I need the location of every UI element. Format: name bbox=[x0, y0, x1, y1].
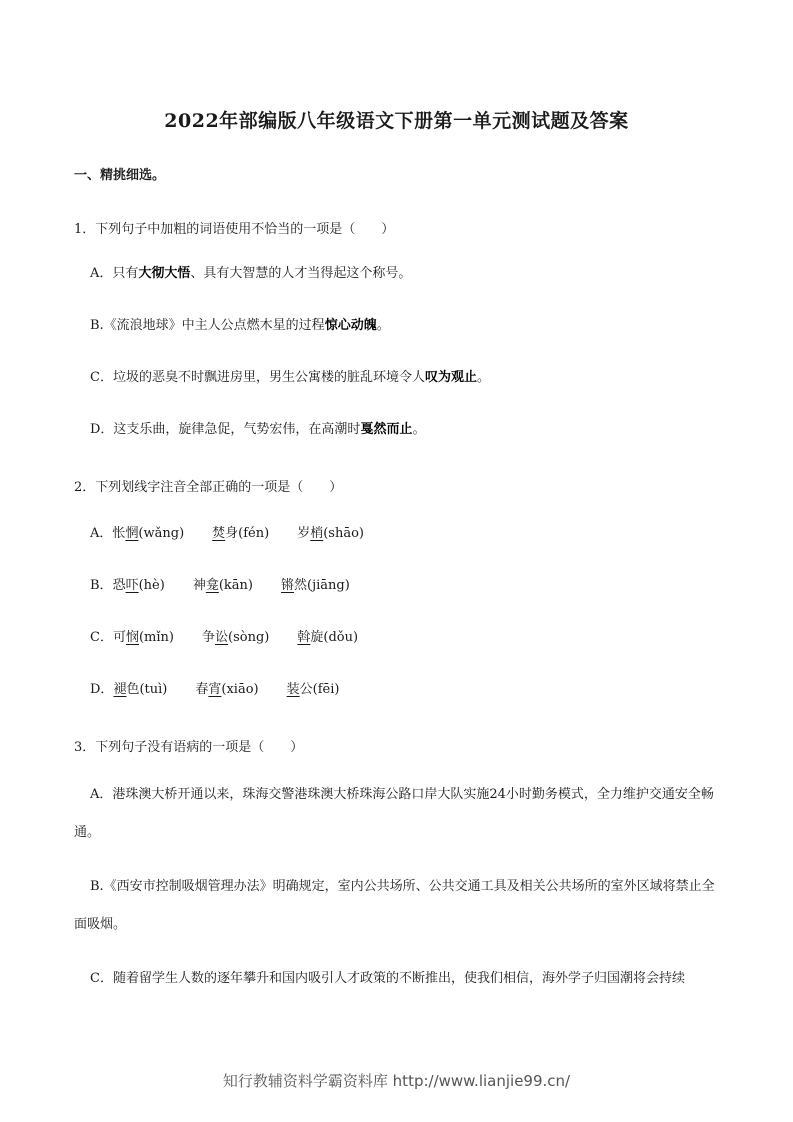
question-2-option-b: B．恐吓(hè) 神龛(kān) 锵然(jiāng) bbox=[90, 578, 350, 593]
section-heading: 一、精挑细选。 bbox=[74, 168, 166, 183]
question-2-stem: 2．下列划线字注音全部正确的一项是（ ） bbox=[74, 480, 343, 495]
footer-watermark: 知行教辅资料学霸资料库 http://www.lianjie99.cn/ bbox=[222, 1072, 571, 1090]
question-3-option-c: C．随着留学生人数的逐年攀升和国内吸引人才政策的不断推出，使我们相信，海外学子归国潮将会持续 bbox=[90, 971, 685, 986]
question-2-option-a: A．怅惘(wǎng) 焚身(fén) 岁梢(shāo) bbox=[90, 526, 364, 541]
question-1-stem: 1．下列句子中加粗的词语使用不恰当的一项是（ ） bbox=[74, 222, 395, 237]
question-1-option-d: D．这支乐曲，旋律急促，气势宏伟，在高潮时戛然而止。 bbox=[90, 422, 426, 437]
document-title: 2022年部编版八年级语文下册第一单元测试题及答案 bbox=[164, 110, 629, 132]
question-2-option-c: C．可悯(mǐn) 争讼(sòng) 斡旋(dǒu) bbox=[90, 630, 359, 645]
question-3-option-b: B.《西安市控制吸烟管理办法》明确规定，室内公共场所、公共交通工具及相关公共场所的室外区域将禁止全面吸烟。 bbox=[74, 879, 715, 932]
question-3-option-a: A．港珠澳大桥开通以来，珠海交警港珠澳大桥珠海公路口岸大队实施24小时勤务模式，全力维护交通安全畅通。 bbox=[74, 787, 714, 840]
question-2-option-d: D．褪色(tuì) 春宵(xiāo) 装公(fēi) bbox=[90, 682, 340, 697]
question-1-option-b: B.《流浪地球》中主人公点燃木星的过程惊心动魄。 bbox=[90, 318, 390, 333]
question-3-stem: 3．下列句子没有语病的一项是（ ） bbox=[74, 740, 304, 755]
question-1-option-c: C．垃圾的恶臭不时飘进房里，男生公寓楼的脏乱环境令人叹为观止。 bbox=[90, 370, 490, 385]
question-1-option-a: A．只有大彻大悟、具有大智慧的人才当得起这个称号。 bbox=[90, 266, 412, 281]
